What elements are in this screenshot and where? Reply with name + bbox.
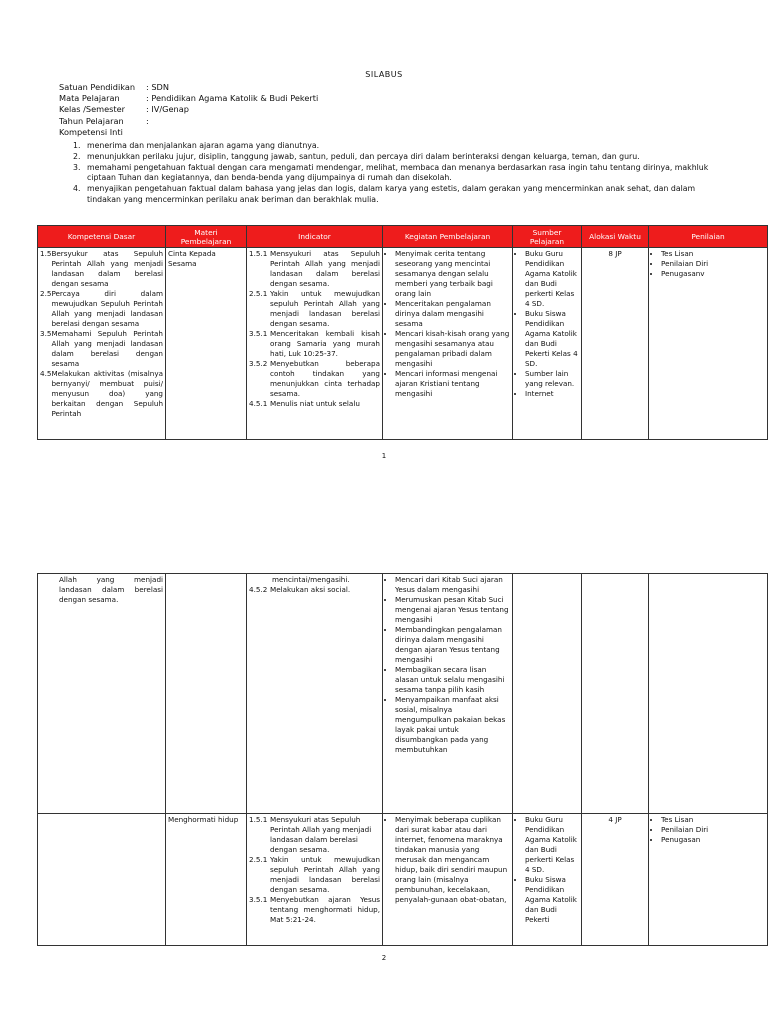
indikator-item: 2.5.1 Yakin untuk mewujudkan sepuluh Perintah Allah yang menjadi landasan berelasi dengan sesama. [249,855,380,894]
header-materi: Materi Pembelajaran [166,226,247,248]
header-indikator: Indicator [247,226,383,248]
meta-row-tahun: Tahun Pelajaran : [59,115,149,126]
header-alokasi: Alokasi Waktu [582,226,649,248]
indikator-item: 1.5.1 Mensyukuri atas Sepuluh Perintah Allah yang menjadi landasan dalam berelasi dengan sesama. [249,249,380,288]
kd-item: 4.5 Melakukan aktivitas (misalnya bernyanyi/ membuat puisi/ menyusun doa) yang berkaitan dengan Sepuluh Perintah [40,369,163,418]
cell-materi: Cinta Kepada Sesama [166,248,247,440]
kegiatan-item: • Mencari informasi mengenai ajaran Kristiani tentang mengasihi [395,369,510,399]
cell-sumber [513,248,582,440]
kegiatan-item: • Membagikan secara lisan alasan untuk selalu mengasihi sesama tanpa pilih kasih [395,665,510,695]
ki-item: 4. menyajikan pengetahuan faktual dalam bahasa yang jelas dan logis, dalam karya yang estetis, dalam gerakan yang mencerminkan anak sehat, dan dalam tindakan yang mencerminkan perilaku anak beriman dan berakhlak mulia. [73,184,696,204]
cell-kompetensi-dasar-cont: Allah yang menjadi landasan dalam berelasi dengan sesama. [38,574,166,814]
page-number-2: 2 [381,954,387,962]
indikator-item: 3.5.1 Menyebutkan ajaran Yesus tentang menghormati hidup, Mat 5:21-24. [249,895,380,924]
cell-indikator [247,248,383,440]
document-title: SILABUS [365,70,403,79]
header-penilaian: Penilaian [649,226,768,248]
indikator-item: 1.5.1 Mensyukuri atas Sepuluh Perintah Allah yang menjadi landasan dalam berelasi dengan sesama. [249,815,372,854]
cell-alokasi-empty [582,574,649,814]
kompetensi-inti-list [73,141,723,206]
ki-item: 1. menerima dan menjalankan ajaran agama yang dianutnya. [73,141,320,150]
cell-kompetensi-dasar-empty [38,814,166,946]
kegiatan-item: • Menceritakan pengalaman dirinya dalam mengasihi sesama [395,299,510,329]
cell-indikator [247,814,383,946]
meta-row-satuan: Satuan Pendidikan : SDN [59,82,169,92]
kompetensi-inti-label: Kompetensi Inti [59,126,123,137]
kd-item: 2.5 Percaya diri dalam mewujudkan Sepuluh Perintah Allah yang menjadi landasan berelasi dengan sesama [40,289,163,328]
indikator-item: 3.5.1 Menceritakan kembali kisah orang Samaria yang murah hati, Luk 10:25-37. [249,329,380,358]
penilaian-item: • Penilaian Diri [661,259,765,269]
kegiatan-item: • Menyampaikan manfaat aksi sosial, misalnya mengumpulkan pakaian bekas layak pakai untuk disumbangkan pada yang membutuhkan [395,695,510,755]
penilaian-item: • Tes Lisan [661,815,765,825]
sumber-item: • Sumber lain yang relevan. [525,369,579,389]
header-kegiatan: Kegiatan Pembelajaran [383,226,513,248]
kd-item: 3.5 Memahami Sepuluh Perintah Allah yang menjadi landasan dalam berelasi dengan sesama [40,329,163,368]
indikator-item: 2.5.1 Yakin untuk mewujudkan sepuluh Perintah Allah yang menjadi landasan berelasi dengan sesama. [249,289,380,328]
ki-item: 3. memahami pengetahuan faktual dengan cara mengamati mendengar, melihat, membaca dan menanya berdasarkan rasa ingin tahu tentang dirinya, makhluk ciptaan Tuhan dan kegiatannya, dan benda-benda yang dijumpainya di rumah dan disekolah. [73,162,709,183]
penilaian-item: • Penugasanv [661,269,765,279]
penilaian-item: • Penilaian Diri [661,825,765,835]
indikator-item: 3.5.2 Menyebutkan beberapa contoh tindakan yang menunjukkan cinta terhadap sesama. [249,359,380,398]
identity-block [59,82,318,138]
cell-sumber [513,814,582,946]
cell-materi-empty [166,574,247,814]
indikator-item: 4.5.2 Melakukan aksi social. [249,585,351,594]
meta-row-kelas: Kelas /Semester : IV/Genap [59,104,189,115]
page-number-1: 1 [381,452,387,460]
kegiatan-item: • Menyimak beberapa cuplikan dari surat kabar atau dari internet, fenomena maraknya tindakan manusia yang merusak dan mengancam hidup, baik diri sendiri maupun orang lain (misalnya pembunuhan, kecelakaan, penyalah-gunaan obat-obatan, [395,815,510,905]
header-sumber: Sumber Pelajaran [513,226,582,248]
cell-materi: Menghormati hidup [166,814,247,946]
sumber-item: • Internet [525,389,579,399]
syllabus-table-page1 [37,225,768,440]
cell-alokasi: 4 JP [582,814,649,946]
syllabus-table-page2 [37,573,768,946]
kegiatan-item: • Merumuskan pesan Kitab Suci mengenai ajaran Yesus tentang mengasihi [395,595,510,625]
sumber-item: • Buku Siswa Pendidikan Agama Katolik dan Budi Pekerti Kelas 4 SD. [525,309,579,369]
cell-indikator-cont: mencintai/mengasihi. 4.5.2 Melakukan aksi social. [247,574,383,814]
kegiatan-item: • Mencari kisah-kisah orang yang mengasihi sesamanya atau pengalaman pribadi dalam mengasihi [395,329,510,369]
kegiatan-item: • Mencari dari Kitab Suci ajaran Yesus dalam mengasihi [395,575,510,595]
ki-item: 2. menunjukkan perilaku jujur, disiplin, tanggung jawab, santun, peduli, dan percaya diri dalam berinteraksi dengan keluarga, teman, dan guru. [73,151,640,161]
cell-sumber-empty [513,574,582,814]
penilaian-item: • Penugasan [661,835,765,845]
meta-row-mapel: Mata Pelajaran : Pendidikan Agama Katolik & Budi Pekerti [59,93,319,104]
sumber-item: • Buku Siswa Pendidikan Agama Katolik dan Budi Pekerti [525,875,579,925]
cell-kegiatan [383,248,513,440]
indikator-item: 4.5.1 Menulis niat untuk selalu [249,399,360,408]
sumber-item: • Buku Guru Pendidikan Agama Katolik dan Budi perkerti Kelas 4 SD. [525,815,579,875]
kegiatan-item: • Menyimak cerita tentang seseorang yang mencintai sesamanya dengan selalu memberi yang terbaik bagi orang lain [395,249,510,299]
kd-item: 1.5 Bersyukur atas Sepuluh Perintah Allah yang menjadi landasan dalam berelasi dengan sesama [40,249,163,288]
cell-penilaian [649,248,768,440]
cell-kegiatan-cont [383,574,513,814]
cell-alokasi: 8 JP [582,248,649,440]
kegiatan-item: • Membandingkan pengalaman dirinya dalam mengasihi dengan ajaran Yesus tentang mengasihi [395,625,510,665]
header-kompetensi-dasar: Kompetensi Dasar [38,226,166,248]
cell-kegiatan [383,814,513,946]
cell-kompetensi-dasar [38,248,166,440]
cell-penilaian [649,814,768,946]
sumber-item: • Buku Guru Pendidikan Agama Katolik dan Budi perkerti Kelas 4 SD. [525,249,579,309]
cell-penilaian-empty [649,574,768,814]
penilaian-item: • Tes Lisan [661,249,765,259]
